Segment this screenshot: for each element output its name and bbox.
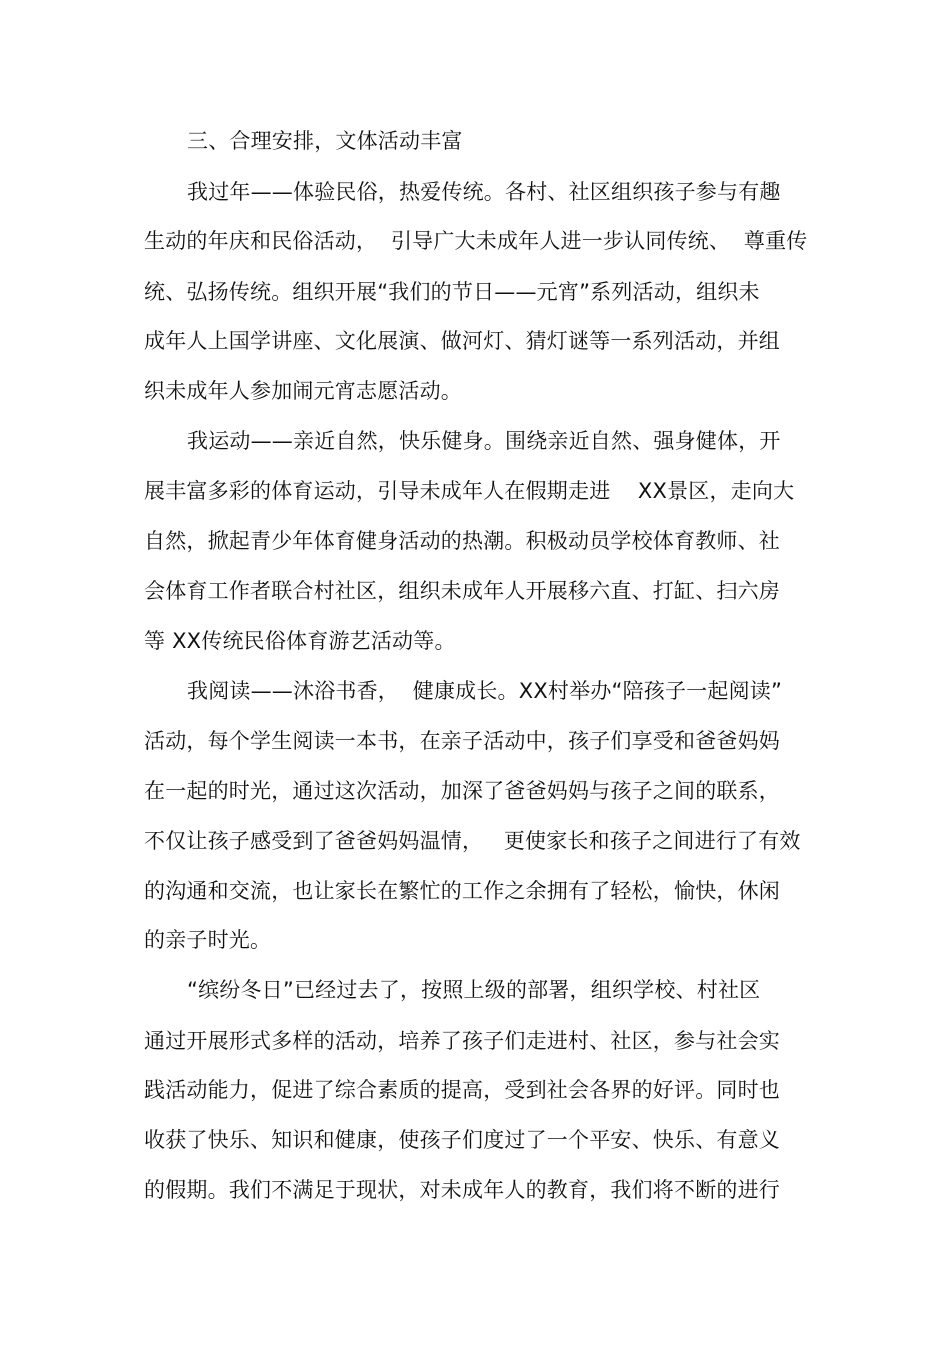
paragraph-line: 的沟通和交流，也让家长在繁忙的工作之余拥有了轻松，愉快，休闲 [144,879,780,903]
paragraph-line: 践活动能力，促进了综合素质的提高，受到社会各界的好评。同时也 [144,1078,780,1102]
paragraph-line: 统、弘扬传统。组织开展“我们的节日——元宵”系列活动，组织未 [144,280,760,304]
paragraph-line: 收获了快乐、知识和健康，使孩子们度过了一个平安、快乐、有意义 [144,1128,780,1152]
paragraph-line: 在一起的时光，通过这次活动，加深了爸爸妈妈与孩子之间的联系， [144,779,780,803]
section-heading: 三、合理安排，文体活动丰富 [187,129,463,153]
paragraph-line: 我阅读——沐浴书香， 健康成长。XX村举办“陪孩子一起阅读” [187,679,783,703]
paragraph-line: 活动，每个学生阅读一本书，在亲子活动中，孩子们享受和爸爸妈妈 [144,729,780,753]
paragraph-line: 等 XX传统民俗体育游艺活动等。 [144,629,456,653]
paragraph-line: “缤纷冬日”已经过去了，按照上级的部署，组织学校、村社区 [187,978,761,1002]
paragraph-line: 成年人上国学讲座、文化展演、做河灯、猜灯谜等一系列活动，并组 [144,329,780,353]
paragraph-line: 织未成年人参加闹元宵志愿活动。 [144,379,462,403]
paragraph-line: 会体育工作者联合村社区，组织未成年人开展移六直、打缸、扫六房 [144,579,780,603]
paragraph-line: 的亲子时光。 [144,928,272,952]
paragraph-line: 的假期。我们不满足于现状，对未成年人的教育，我们将不断的进行 [144,1178,780,1202]
paragraph-line: 不仅让孩子感受到了爸爸妈妈温情， 更使家长和孩子之间进行了有效 [144,829,801,853]
paragraph-line: 我运动——亲近自然，快乐健身。围绕亲近自然、强身健体，开 [187,429,781,453]
paragraph-line: 展丰富多彩的体育运动，引导未成年人在假期走进 XX景区，走向大 [144,479,795,503]
paragraph-line: 自然，掀起青少年体育健身活动的热潮。积极动员学校体育教师、社 [144,529,780,553]
paragraph-line: 生动的年庆和民俗活动， 引导广大未成年人进一步认同传统、 尊重传 [144,229,808,253]
paragraph-line: 通过开展形式多样的活动，培养了孩子们走进村、社区，参与社会实 [144,1029,780,1053]
paragraph-line: 我过年——体验民俗，热爱传统。各村、社区组织孩子参与有趣 [187,180,781,204]
